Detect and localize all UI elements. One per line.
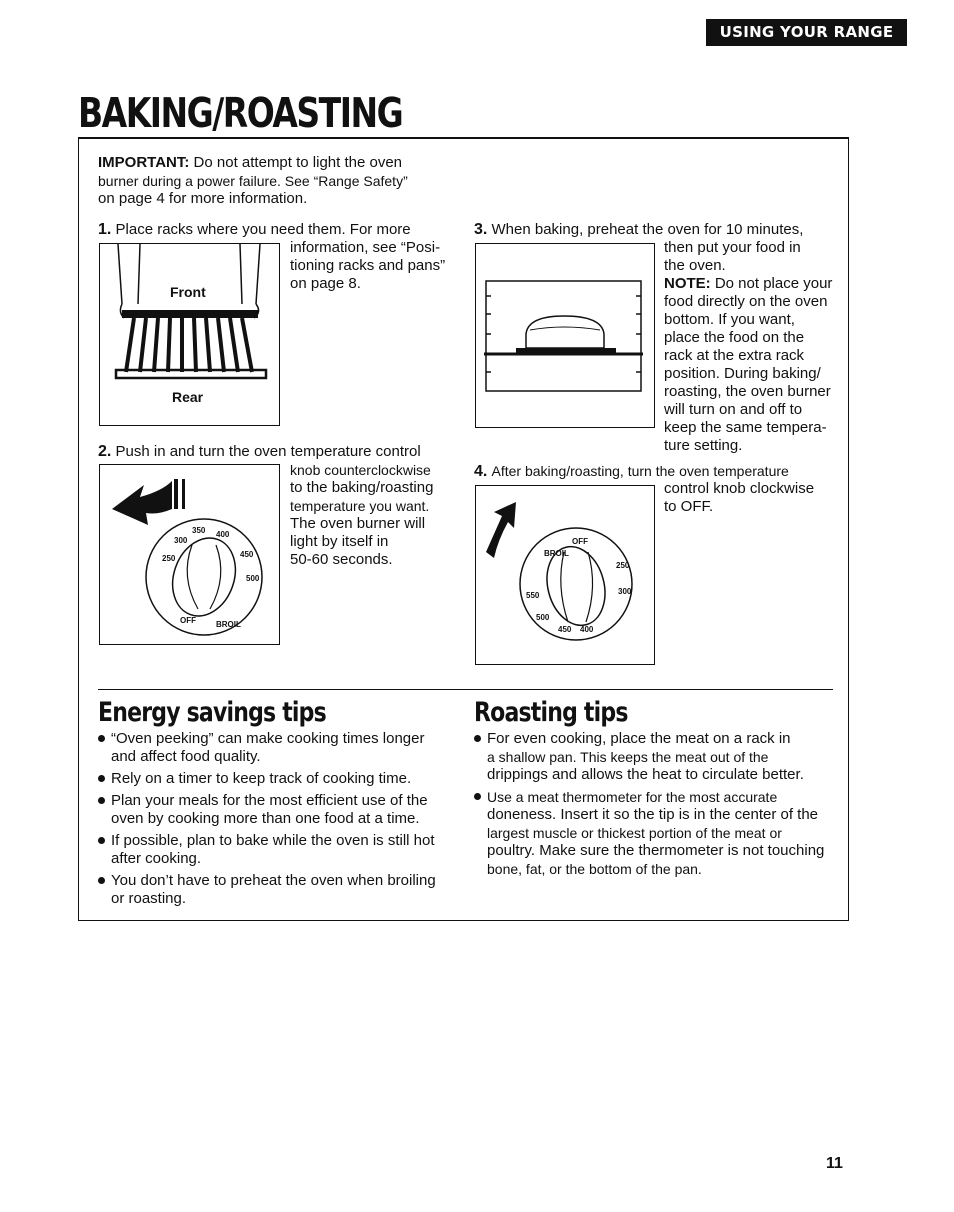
energy-tips-list [98,730,458,912]
knob4-label-450: 450 [558,625,572,634]
step-2-line-2: knob counterclockwise [290,462,431,478]
important-notice [98,154,458,208]
clockwise-arrow-icon [486,502,516,558]
roasting-tip-2-line-5: bone, fat, or the bottom of the pan. [487,861,702,877]
list-item [474,788,844,878]
step-1-number: 1. [98,221,112,238]
knob-label-off: OFF [180,616,196,625]
step-2-line-7: 50-60 seconds. [290,551,393,568]
energy-tip-1-line-2: and affect food quality. [111,748,261,765]
knob-label-500: 500 [246,574,260,583]
step-3-note-1: Do not place your [710,275,833,292]
step-2-number: 2. [98,443,112,460]
energy-tip-3-line-1: Plan your meals for the most efficient use of the [111,792,428,809]
step-2-line-1: Push in and turn the oven temperature control [115,443,421,460]
important-line-3: on page 4 for more information. [98,190,308,207]
step-3-note-10: ture setting. [664,437,743,454]
knob4-label-500: 500 [536,613,550,622]
knob-label-broil: BROIL [216,620,241,629]
bullet-icon [474,793,481,800]
knob4-label-550: 550 [526,591,540,600]
rack-front-label: Front [170,284,206,300]
knob4-label-400: 400 [580,625,594,634]
step-3-note-2: food directly on the oven [664,293,828,310]
bullet-icon [98,775,105,782]
section-header-badge: USING YOUR RANGE [706,19,907,46]
step-4-side-text [664,480,844,516]
page-number: 11 [826,1155,843,1172]
step-1-line-1: Place racks where you need them. For more [115,221,411,238]
bullet-icon [98,797,105,804]
section-divider [98,689,833,690]
knob4-label-broil: BROIL [544,549,569,558]
roasting-tips-title: Roasting tips [474,698,628,728]
important-line-2: burner during a power failure. See “Range Safety” [98,173,408,189]
step-2-line-5: The oven burner will [290,515,426,532]
step-4-heading [474,462,789,481]
step-3-note-label: NOTE: [664,275,711,292]
counterclockwise-arrow-icon [112,481,172,525]
step-3-line-1: When baking, preheat the oven for 10 minutes, [491,221,804,238]
knob-label-250: 250 [162,554,176,563]
roasting-tip-2-line-3: largest muscle or thickest portion of the meat or [487,825,782,841]
page-title: BAKING/ROASTING [78,88,403,137]
energy-tip-1-line-1: “Oven peeking” can make cooking times longer [111,730,425,747]
step-1-side-text [290,239,460,293]
knob-label-350: 350 [192,526,206,535]
step-3-line-3: the oven. [664,257,726,274]
energy-tips-title: Energy savings tips [98,698,326,728]
list-item [98,872,458,908]
roasting-tip-2-line-4: poultry. Make sure the thermometer is not touching [487,842,825,859]
step-2-heading [98,443,421,461]
knob-label-400: 400 [216,530,230,539]
step-3-note-5: rack at the extra rack [664,347,805,364]
energy-tip-4-line-1: If possible, plan to bake while the oven is still hot [111,832,435,849]
step-3-side-text [664,239,844,455]
roasting-tip-1-line-1: For even cooking, place the meat on a rack in [487,730,791,747]
step-3-note-3: bottom. If you want, [664,311,795,328]
step-2-line-3: to the baking/roasting [290,479,434,496]
oven-cavity-illustration [475,243,655,428]
step-4-line-2: control knob clockwise [664,480,815,497]
step-3-number: 3. [474,221,488,238]
important-label: IMPORTANT: [98,154,190,171]
energy-tip-5-line-2: or roasting. [111,890,187,907]
bullet-icon [98,837,105,844]
step-3-line-2: then put your food in [664,239,801,256]
step-4-line-3: to OFF. [664,498,714,515]
list-item [474,730,844,784]
step-3-note-7: roasting, the oven burner [664,383,831,400]
knob4-label-off: OFF [572,537,588,546]
roasting-tip-1-line-2: a shallow pan. This keeps the meat out of the [487,749,769,765]
roasting-tips-list [474,730,844,882]
knob-counterclockwise-illustration [99,464,280,645]
step-1-line-2: information, see “Posi- [290,239,441,256]
roasting-tip-2-line-1: Use a meat thermometer for the most accurate [487,789,778,805]
knob-ccw-drawing [100,465,278,643]
energy-tip-4-line-2: after cooking. [111,850,202,867]
step-3-note-8: will turn on and off to [664,401,803,418]
step-4-number: 4. [474,463,488,480]
step-2-side-text [290,461,460,569]
energy-tip-2-line-1: Rely on a timer to keep track of cooking time. [111,770,412,787]
bullet-icon [474,735,481,742]
energy-tip-5-line-1: You don’t have to preheat the oven when broiling [111,872,436,889]
knob4-label-250: 250 [616,561,630,570]
step-1-heading [98,221,411,239]
step-2-line-4: temperature you want. [290,498,430,514]
oven-rack-illustration [99,243,280,426]
knob-label-450: 450 [240,550,254,559]
rack-rear-label: Rear [172,389,204,405]
bullet-icon [98,877,105,884]
knob-cw-drawing [476,486,653,663]
step-3-heading [474,221,803,239]
step-2-line-6: light by itself in [290,533,389,550]
step-4-line-1: After baking/roasting, turn the oven temperature [491,463,789,479]
knob-label-300: 300 [174,536,188,545]
oven-rack-drawing [100,244,278,424]
knob-clockwise-illustration [475,485,655,665]
baking-dish-icon [526,316,604,348]
step-1-line-3: tioning racks and pans” [290,257,446,274]
list-item [98,832,458,868]
knob4-label-300: 300 [618,587,632,596]
roasting-tip-1-line-3: drippings and allows the heat to circulate better. [487,766,804,783]
energy-tip-3-line-2: oven by cooking more than one food at a time. [111,810,420,827]
oven-cavity-drawing [476,244,653,426]
important-line-1: Do not attempt to light the oven [189,154,403,171]
step-3-note-6: position. During baking/ [664,365,821,382]
step-1-line-4: on page 8. [290,275,361,292]
bullet-icon [98,735,105,742]
list-item [98,730,458,766]
list-item [98,792,458,828]
roasting-tip-2-line-2: doneness. Insert it so the tip is in the center of the [487,806,819,823]
list-item [98,770,458,788]
step-3-note-4: place the food on the [664,329,805,346]
step-3-note-9: keep the same tempera- [664,419,827,436]
